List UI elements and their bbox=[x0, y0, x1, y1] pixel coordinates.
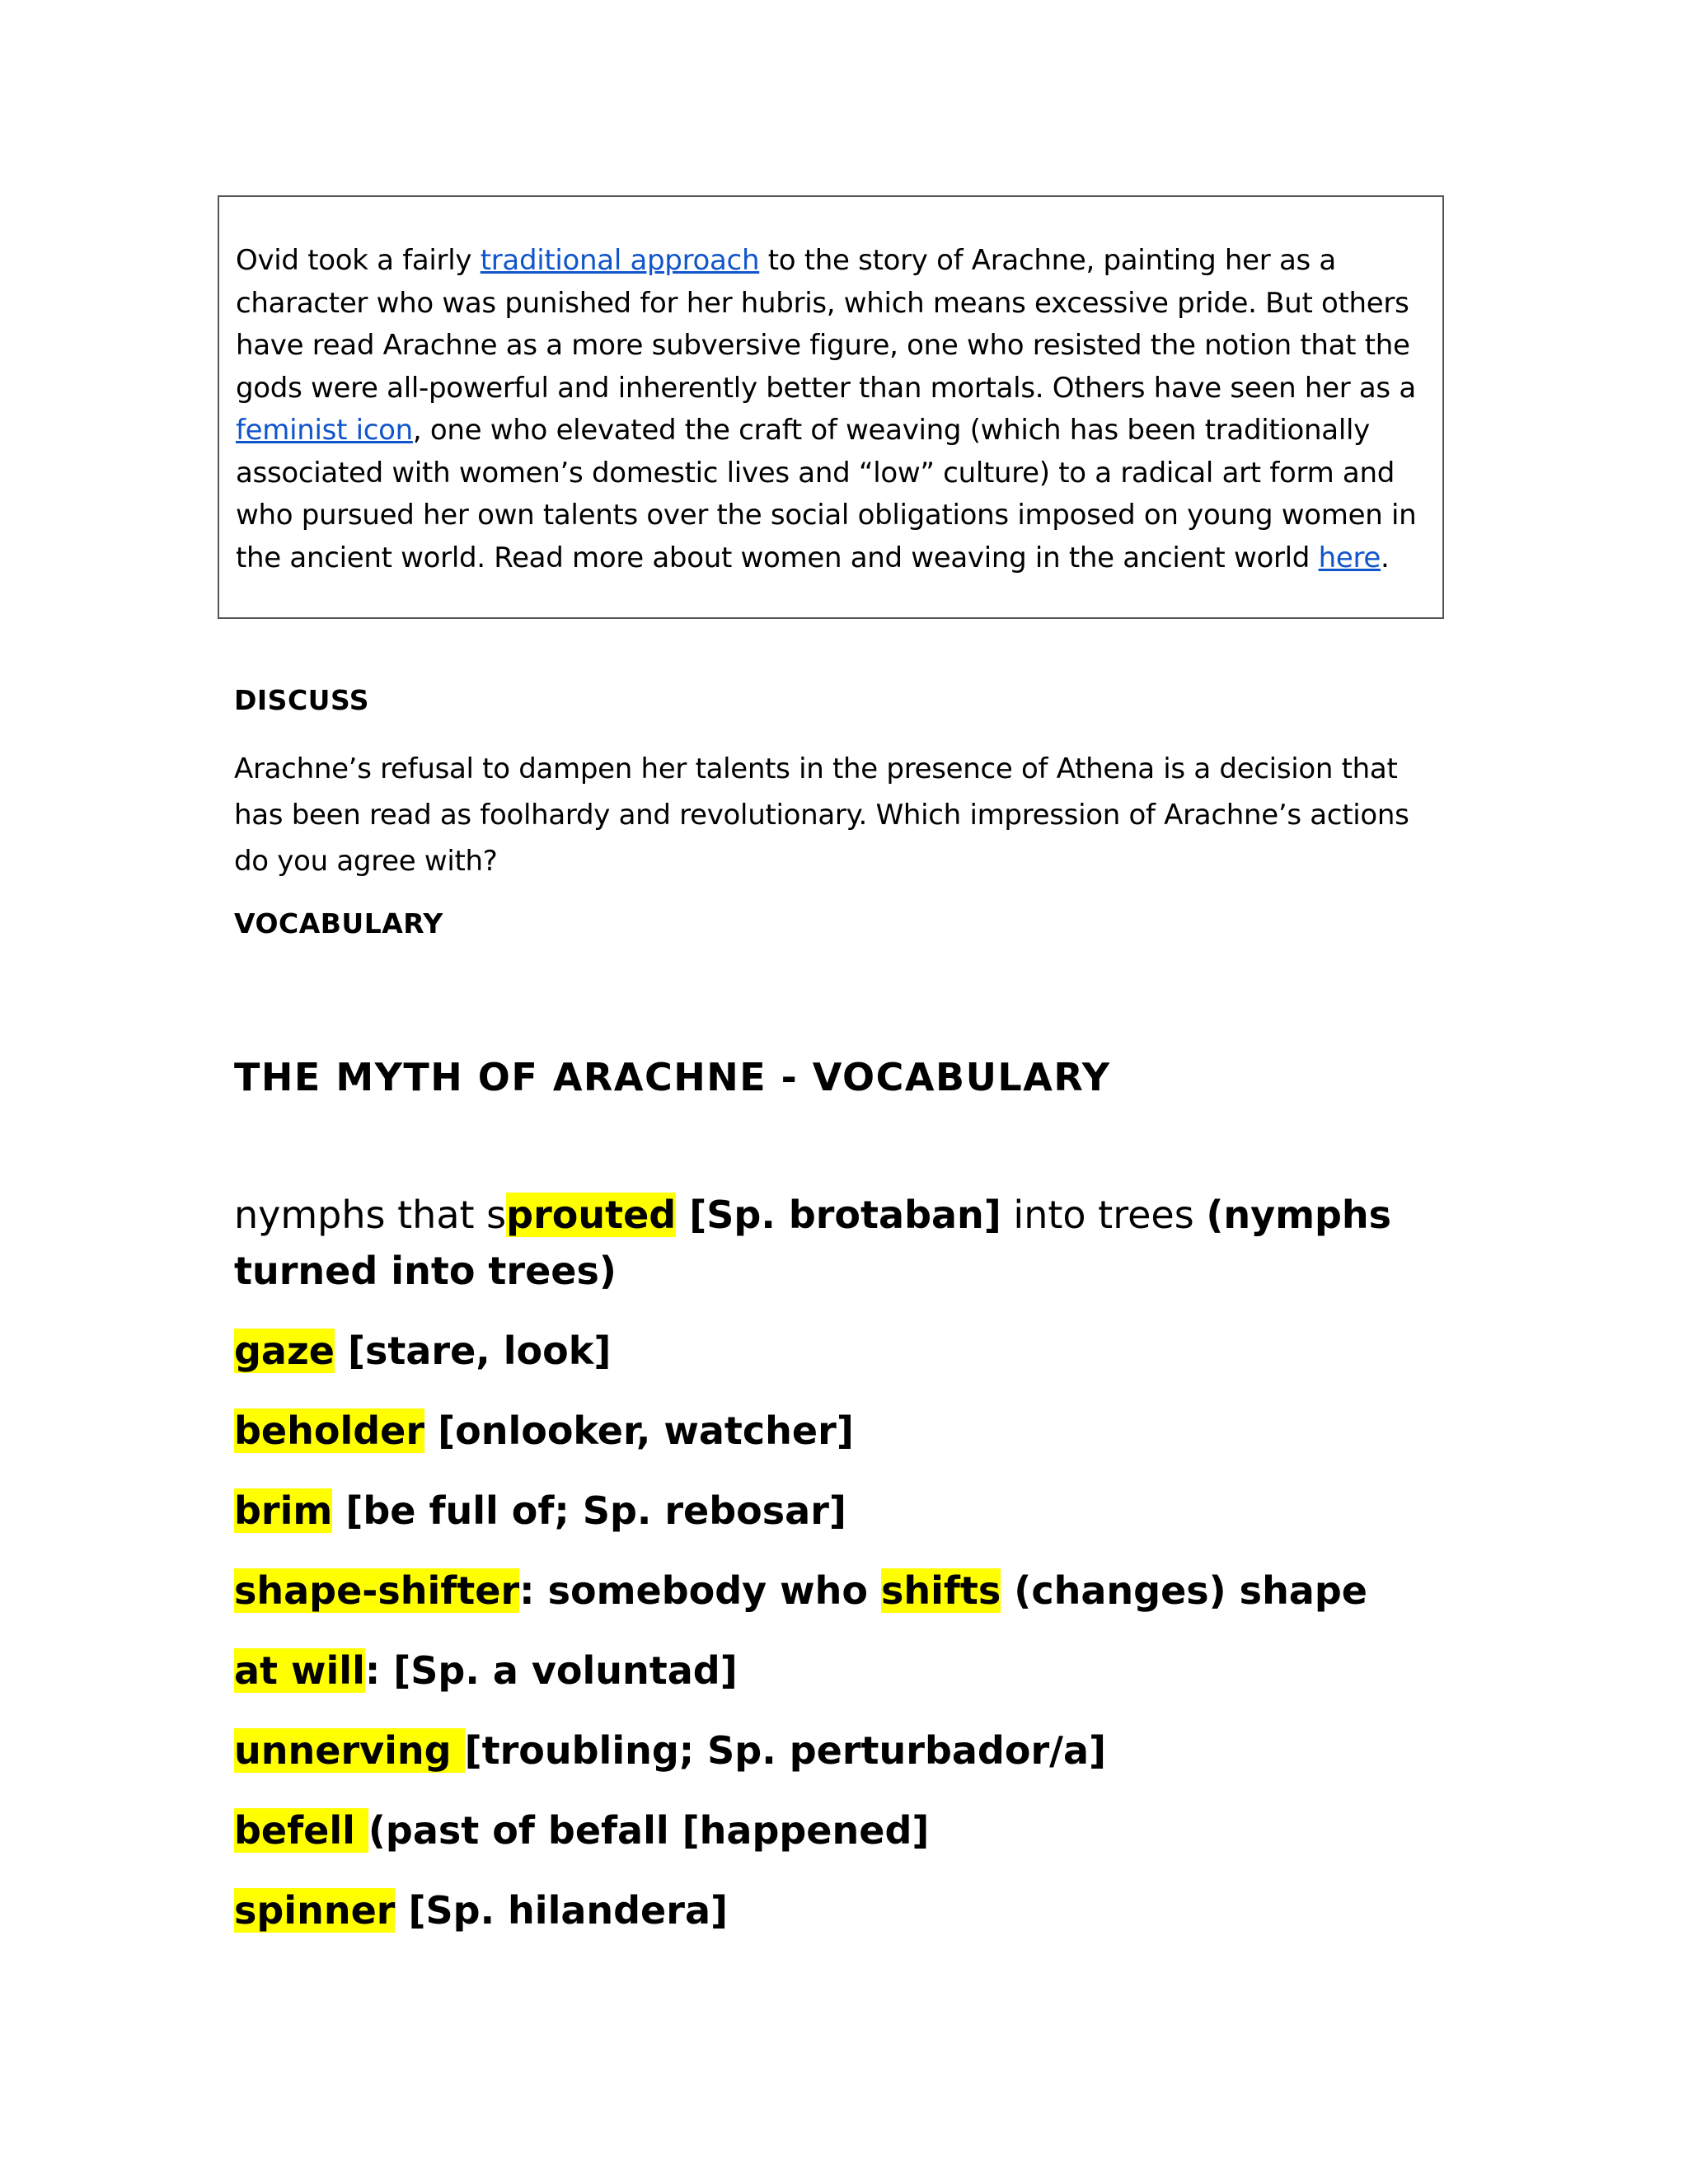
vocab-item-spinner: spinner [Sp. hilandera] bbox=[234, 1888, 729, 1933]
vocab-item-beholder: beholder [onlooker, watcher] bbox=[234, 1408, 854, 1453]
vocab-item-at-will: at will: [Sp. a voluntad] bbox=[234, 1648, 738, 1693]
vocab-term: befell bbox=[234, 1808, 368, 1853]
context-text-1: Ovid took a fairly bbox=[236, 244, 481, 277]
context-text-4: . bbox=[1381, 541, 1390, 574]
vocab-term: prouted bbox=[506, 1193, 677, 1237]
context-text-3: , one who elevated the craft of weaving (which has been traditionally associated with women’s domestic lives and “low” culture) to a radical art form and who pursued her own talents over the social obligations imposed on young women in the ancient world. Read more about women and weaving in the ancient world bbox=[236, 414, 1417, 574]
vocab-term: beholder bbox=[234, 1408, 425, 1453]
traditional-approach-link[interactable]: traditional approach bbox=[480, 244, 760, 277]
discuss-question: Arachne’s refusal to dampen her talents in the presence of Athena is a decision that has been read as foolhardy and revolutionary. Which impression of Arachne’s actions do you agree with? bbox=[234, 752, 1409, 878]
discuss-heading: DISCUSS bbox=[234, 684, 370, 716]
vocab-term: shape-shifter bbox=[234, 1568, 520, 1613]
vocab-term: unnerving bbox=[234, 1728, 465, 1773]
vocab-term: gaze bbox=[234, 1329, 335, 1373]
vocab-term: shifts bbox=[881, 1568, 1001, 1613]
vocab-item-sprouted: nymphs that sprouted [Sp. brotaban] into trees (nymphs turned into trees) bbox=[234, 1193, 1392, 1293]
context-paragraph bbox=[236, 240, 1428, 579]
context-text-2: to the story of Arachne, painting her as a character who was punished for her hubris, which means excessive pride. But others have read Arachne as a more subversive figure, one who resisted the notion that the gods were all-powerful and inherently better than mortals. Others have seen her as a bbox=[236, 244, 1416, 405]
vocabulary-heading: VOCABULARY bbox=[234, 907, 443, 940]
vocab-item-shape-shifter: shape-shifter: somebody who shifts (changes) shape bbox=[234, 1568, 1367, 1613]
vocab-item-befell: befell (past of befall [happened] bbox=[234, 1808, 930, 1853]
vocab-item-gaze: gaze [stare, look] bbox=[234, 1329, 612, 1373]
context-text-box bbox=[218, 195, 1444, 619]
feminist-icon-link[interactable]: feminist icon bbox=[236, 414, 413, 447]
vocabulary-list bbox=[234, 1187, 1454, 1938]
vocab-term: brim bbox=[234, 1488, 333, 1533]
vocab-term: spinner bbox=[234, 1888, 396, 1933]
vocab-item-brim: brim [be full of; Sp. rebosar] bbox=[234, 1488, 846, 1533]
vocab-term: at will bbox=[234, 1648, 365, 1693]
here-link[interactable]: here bbox=[1318, 541, 1381, 574]
vocab-item-unnerving: unnerving [troubling; Sp. perturbador/a] bbox=[234, 1728, 1107, 1773]
vocabulary-title: THE MYTH OF ARACHNE - VOCABULARY bbox=[234, 1055, 1111, 1099]
